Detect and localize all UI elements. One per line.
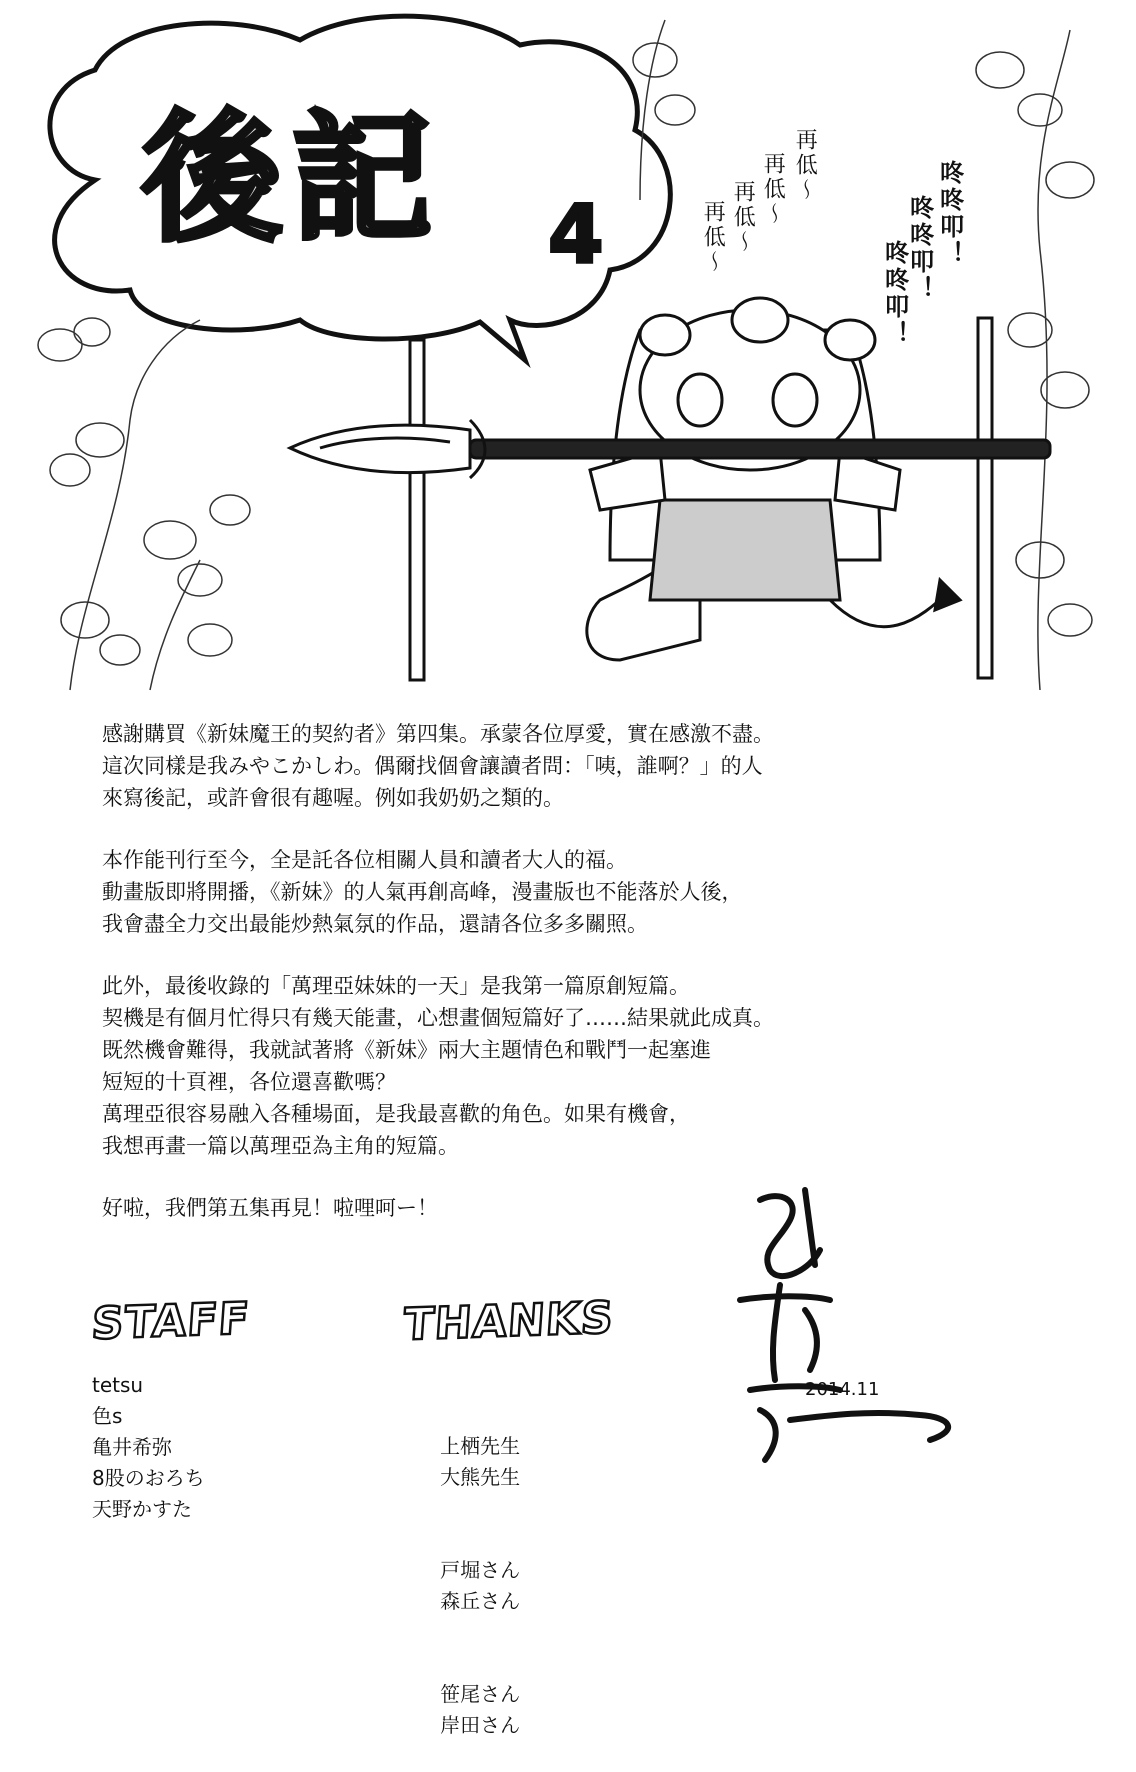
thanks-name: 笹尾さん bbox=[440, 1682, 521, 1706]
staff-list bbox=[92, 1370, 205, 1525]
thanks-heading: THANKS bbox=[401, 1292, 616, 1351]
body-line: 我會盡全力交出最能炒熱氣氛的作品，還請各位多多關照。 bbox=[102, 912, 648, 936]
sfx-again-lower-2: 再低〜 bbox=[760, 152, 786, 227]
sfx-again-lower-4: 再低〜 bbox=[700, 200, 726, 275]
body-line: 此外，最後收錄的「萬理亞妹妹的一天」是我第一篇原創短篇。 bbox=[102, 974, 690, 998]
sfx-thump-3: 咚咚叩！ bbox=[880, 240, 909, 348]
limbo-pole-right bbox=[978, 318, 992, 678]
thanks-name: 上栖先生 bbox=[440, 1434, 521, 1458]
staff-member: 8股のおろち bbox=[92, 1466, 205, 1490]
thanks-name: 大熊先生 bbox=[440, 1465, 521, 1489]
volume-number: 4 bbox=[548, 188, 604, 281]
thanks-name: 岸田さん bbox=[440, 1713, 521, 1737]
body-line: 既然機會難得，我就試著將《新妹》兩大主題情色和戰鬥一起塞進 bbox=[102, 1038, 711, 1062]
closing-line: 好啦，我們第五集再見！啦哩呵ー！ bbox=[102, 1196, 438, 1220]
sfx-again-lower-1: 再低〜 bbox=[792, 128, 818, 203]
staff-member: 色s bbox=[92, 1404, 123, 1428]
body-line: 我想再畫一篇以萬理亞為主角的短篇。 bbox=[102, 1134, 459, 1158]
staff-member: 天野かすた bbox=[92, 1497, 192, 1521]
body-line: 契機是有個月忙得只有幾天能畫，心想畫個短篇好了……結果就此成真。 bbox=[102, 1006, 774, 1030]
body-line: 動畫版即將開播，《新妹》的人氣再創高峰，漫畫版也不能落於人後， bbox=[102, 880, 743, 904]
thanks-list bbox=[402, 1400, 540, 1772]
body-line: 這次同樣是我みやこかしわ。偶爾找個會讓讀者問：「咦，誰啊？」的人 bbox=[102, 754, 763, 778]
body-line: 本作能刊行至今，全是託各位相關人員和讀者大人的福。 bbox=[102, 848, 627, 872]
body-line: 萬理亞很容易融入各種場面，是我最喜歡的角色。如果有機會， bbox=[102, 1102, 690, 1126]
chibi-character bbox=[587, 298, 960, 660]
thanks-row bbox=[402, 1648, 540, 1772]
flower-decoration-left bbox=[38, 318, 250, 690]
limbo-pole-left bbox=[410, 340, 424, 680]
author-signature bbox=[720, 1180, 980, 1470]
sfx-thump-2: 咚咚叩！ bbox=[905, 195, 934, 303]
staff-member: tetsu bbox=[92, 1373, 144, 1397]
signature-date: 2014.11 bbox=[805, 1379, 880, 1400]
body-line: 短短的十頁裡，各位還喜歡嗎？ bbox=[102, 1070, 396, 1094]
body-line: 來寫後記，或許會很有趣喔。例如我奶奶之類的。 bbox=[102, 786, 564, 810]
thanks-row bbox=[402, 1524, 540, 1648]
sfx-again-lower-3: 再低〜 bbox=[730, 180, 756, 255]
page-title: 後記 bbox=[142, 98, 443, 261]
staff-heading: STAFF bbox=[89, 1293, 252, 1350]
afterword-body bbox=[102, 718, 1002, 1224]
thanks-row bbox=[402, 1400, 540, 1524]
sfx-thump-1: 咚咚叩！ bbox=[935, 160, 964, 268]
thanks-name: 森丘さん bbox=[440, 1589, 521, 1613]
thanks-name: 戸堀さん bbox=[440, 1558, 521, 1582]
staff-member: 亀井希弥 bbox=[92, 1435, 172, 1459]
body-line: 感謝購買《新妹魔王的契約者》第四集。承蒙各位厚愛，實在感激不盡。 bbox=[102, 722, 774, 746]
